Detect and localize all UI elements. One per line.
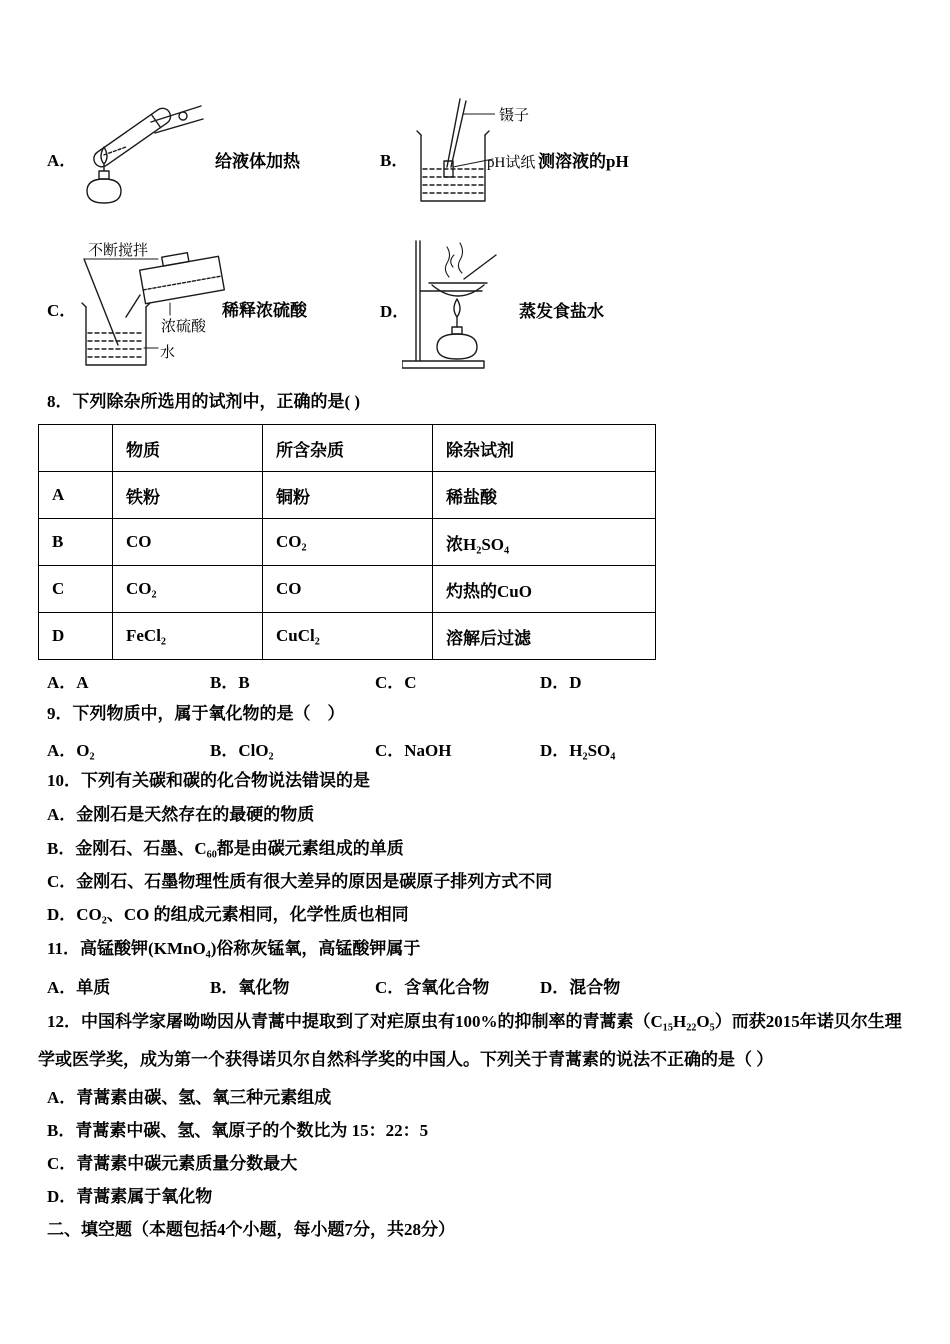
option-d: D．混合物 [540,978,621,997]
table-header-cell: 除杂试剂 [433,425,656,472]
option-a: A．金刚石是天然存在的最硬的物质 [47,805,315,824]
liquid-lines [88,333,144,357]
table-row [39,566,656,613]
option-d: D．青蒿素属于氧化物 [47,1187,213,1206]
evaporation-diagram [402,233,517,375]
evaporating-dish-icon [429,283,487,296]
question-10-text: 10．下列有关碳和碳的化合物说法错误的是 [47,771,370,790]
table-cell: D [39,613,113,660]
table-row [39,472,656,519]
table-cell: 稀盐酸 [433,472,656,519]
table-row [39,613,656,660]
apparatus-c-label: C． [47,301,77,320]
question-11-options [47,973,917,997]
glass-rod-icon [464,255,496,279]
option-d: D．D [540,673,582,692]
question-8-text: 8．下列除杂所选用的试剂中，正确的是( ) [47,392,361,411]
table-cell: B [39,519,113,566]
option-b: B．金刚石、石墨、C₆₀都是由碳元素组成的单质 [47,839,404,858]
option-b: B．ClO₂ [210,741,274,760]
apparatus-a-caption: 给液体加热 [215,152,300,171]
alcohol-lamp-icon [437,299,477,359]
flame-icon [454,299,460,317]
option-b: B．氧化物 [210,978,290,997]
table-cell: 浓H₂SO₄ [433,519,656,566]
table-header-cell: 所含杂质 [263,425,433,472]
ph-paper-label: pH试纸 [487,155,536,171]
pour-stream [126,295,140,317]
purification-table [38,424,656,660]
option-a: A．O₂ [47,741,95,760]
apparatus-d-label: D． [380,302,410,321]
water-label: 水 [160,345,176,361]
option-b: B．B [210,673,250,692]
ph-test-diagram [403,97,495,209]
option-c: C．金刚石、石墨物理性质有很大差异的原因是碳原子排列方式不同 [47,872,553,891]
table-cell: CO [113,519,263,566]
table-cell: CO [263,566,433,613]
option-c: C．NaOH [375,741,452,760]
table-header-cell [39,425,113,472]
table-cell: CO₂ [263,519,433,566]
table-cell: CuCl₂ [263,613,433,660]
apparatus-c-caption: 稀释浓硫酸 [222,301,307,320]
option-a: A．A [47,673,89,692]
table-cell: FeCl₂ [113,613,263,660]
question-11-text: 11．高锰酸钾(KMnO₄)俗称灰锰氧，高锰酸钾属于 [47,939,421,958]
heating-liquid-diagram [73,95,208,213]
table-cell: 灼热的CuO [433,566,656,613]
question-9-options [47,736,917,760]
stir-label: 不断搅拌 [88,243,149,259]
acid-container-icon [138,247,224,303]
question-8-options [47,668,917,692]
tweezers-icon [447,99,466,167]
iron-stand-icon [402,241,484,368]
table-header-row [39,425,656,472]
option-d: D．CO₂、CO 的组成元素相同，化学性质也相同 [47,905,409,924]
table-cell: 溶解后过滤 [433,613,656,660]
table-cell: 铁粉 [113,472,263,519]
table-cell: CO₂ [113,566,263,613]
table-cell: C [39,566,113,613]
table-cell: 铜粉 [263,472,433,519]
apparatus-a-label: A． [47,151,77,170]
question-12-text: 12．中国科学家屠呦呦因从青蒿中提取到了对疟原虫有100%的抑制率的青蒿素（C₁₅H₂₂O₅）而获2015年诺贝尔生理学或医学奖，成为第一个获得诺贝尔自然科学奖的中国人。下列关于青蒿素的说法不正确的是（ ） [38,1012,902,1069]
table-header-cell: 物质 [113,425,263,472]
option-c: C．C [375,673,417,692]
tweezers-label: 镊子 [499,108,530,124]
section-2-header: 二、填空题（本题包括4个小题，每小题7分，共28分） [47,1220,455,1239]
test-tube-icon [91,105,174,170]
option-c: C．青蒿素中碳元素质量分数最大 [47,1154,298,1173]
table-row [39,519,656,566]
apparatus-b-caption: 测溶液的pH [538,152,629,171]
steam-icon [445,243,462,277]
beaker-icon [82,303,150,365]
table-cell: A [39,472,113,519]
apparatus-b-label: B． [380,151,409,170]
acid-label: 浓硫酸 [161,319,207,335]
option-a: A．青蒿素由碳、氢、氧三种元素组成 [47,1088,332,1107]
stirring-rod-icon [84,259,118,345]
option-a: A．单质 [47,978,111,997]
option-d: D．H₂SO₄ [540,741,616,760]
option-b: B．青蒿素中碳、氢、氧原子的个数比为 15：22：5 [47,1121,429,1140]
option-c: C．含氧化合物 [375,978,490,997]
apparatus-d-caption: 蒸发食盐水 [519,302,604,321]
question-9-text: 9．下列物质中，属于氧化物的是（ ） [47,704,345,723]
